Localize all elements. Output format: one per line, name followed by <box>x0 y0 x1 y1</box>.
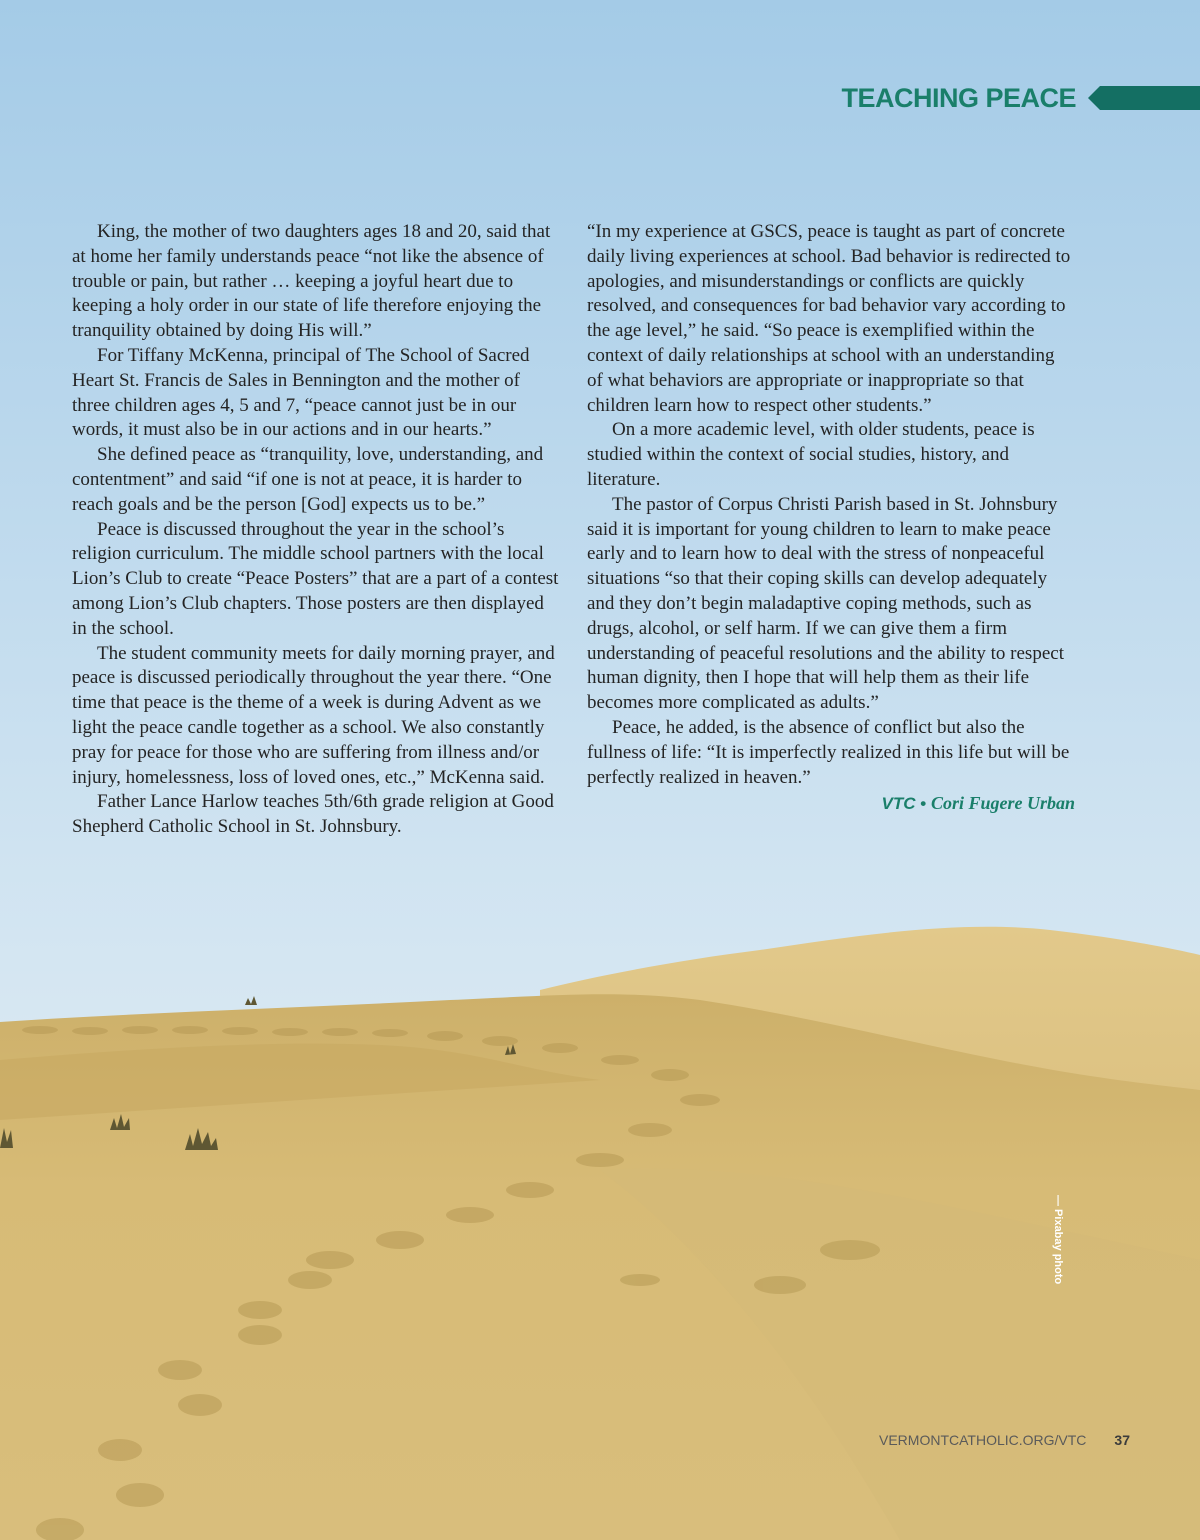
byline-org: VTC <box>881 794 916 814</box>
paragraph: “In my experience at GSCS, peace is taught as part of concrete daily living experiences at school. Bad behavior is redirected to apologies, and misunderstandings or conflicts are quickly resolved, and consequences for bad behavior vary according to the age level,” he said. “So peace is exemplified within the context of daily relationships at school with an understanding of what behaviors are appropriate or inappropriate so that children learn how to respect other students.” <box>587 221 1071 416</box>
section-title: TEACHING PEACE <box>841 82 1076 113</box>
paragraph: The pastor of Corpus Christi Parish based in St. Johnsbury said it is important for young children to learn to make peace early and to learn how to deal with the stress of nonpeaceful situations “so that their coping skills can develop adequately and they don’t begin maladaptive coping methods, such as drugs, alcohol, or self harm. If we can give them a firm understanding of peaceful resolutions and the ability to respect human dignity, then I hope that will help them as their life becomes more complicated as adults.” <box>587 493 1064 714</box>
article-column-left <box>72 220 560 840</box>
paragraph: For Tiffany McKenna, principal of The School of Sacred Heart St. Francis de Sales in Bennington and the mother of three children ages 4, 5 and 7, “peace cannot just be in our words, it must also be in our actions and in our hearts.” <box>72 344 530 441</box>
section-header <box>841 82 1200 114</box>
photo-credit-text: — Pixabay photo <box>1052 1195 1064 1285</box>
section-marker-bar <box>1088 86 1200 110</box>
paragraph: The student community meets for daily morning prayer, and peace is discussed periodically throughout the year there. “One time that peace is the theme of a week is during Advent as we light the peace candle together as a school. We also constantly pray for peace for those who are suffering from illness and/or injury, homelessness, loss of loved ones, etc.,” McKenna said. <box>72 642 555 788</box>
byline <box>587 791 1075 817</box>
page-footer <box>879 1432 1130 1448</box>
byline-author: Cori Fugere Urban <box>930 793 1075 814</box>
article-column-right <box>587 220 1075 817</box>
paragraph: Father Lance Harlow teaches 5th/6th grade religion at Good Shepherd Catholic School in St. Johnsbury. <box>72 791 554 838</box>
photo-credit <box>1052 1195 1084 1315</box>
paragraph: On a more academic level, with older students, peace is studied within the context of social studies, history, and literature. <box>587 419 1035 490</box>
paragraph: Peace, he added, is the absence of conflict but also the fullness of life: “It is imperfectly realized in this life but will be perfectly realized in heaven.” <box>587 716 1070 788</box>
footer-site-url[interactable]: VERMONTCATHOLIC.ORG/VTC <box>879 1432 1087 1448</box>
page-number: 37 <box>1114 1432 1130 1448</box>
paragraph: She defined peace as “tranquility, love, understanding, and contentment” and said “if one is not at peace, it is harder to reach goals and be the person [God] expects us to be.” <box>72 444 544 515</box>
paragraph: King, the mother of two daughters ages 18 and 20, said that at home her family understands peace “not like the absence of trouble or pain, but rather … keeping a joyful heart due to keeping a holy order in our state of life therefore enjoying the tranquility obtained by doing His will.” <box>72 221 551 342</box>
paragraph: Peace is discussed throughout the year in the school’s religion curriculum. The middle school partners with the local Lion’s Club to create “Peace Posters” that are a part of a contest among Lion’s Club chapters. Those posters are then displayed in the school. <box>72 518 559 639</box>
byline-separator: • <box>920 794 927 814</box>
